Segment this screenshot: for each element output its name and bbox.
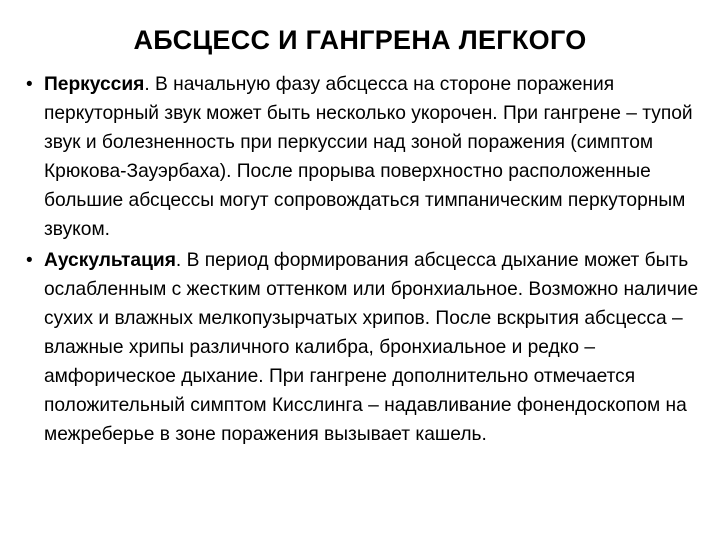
bullet-dot-icon: • [26,250,33,271]
bullet-term: Перкуссия [44,74,145,95]
bullet-auscultation [20,246,708,449]
bullet-dot-icon: • [26,74,33,95]
bullet-term: Аускультация [44,250,176,271]
bullet-list [20,70,708,451]
slide-title: АБСЦЕСС И ГАНГРЕНА ЛЕГКОГО [133,25,587,55]
bullet-percussion [20,70,708,244]
bullet-text: . В период формирования абсцесса дыхание может быть ослабленным с жестким оттенком или бронхиальное. Возможно наличие сухих и влажных мелкопузырчатых хрипов. После вскрытия абсцесса – влажные хрипы различного калибра, бронхиальное и редко – амфорическое дыхание. При гангрене дополнительно отмечается положительный симптом Кисслинга – надавливание фонендоскопом на межреберье в зоне поражения вызывает кашель. [44,250,699,445]
bullet-text: . В начальную фазу абсцесса на стороне поражения перкуторный звук может быть несколько укорочен. При гангрене – тупой звук и болезненность при перкуссии над зоной поражения (симптом Крюкова-Зауэрбаха). После прорыва поверхностно расположенные большие абсцессы могут сопровождаться тимпаническим перкуторным звуком. [44,74,693,240]
